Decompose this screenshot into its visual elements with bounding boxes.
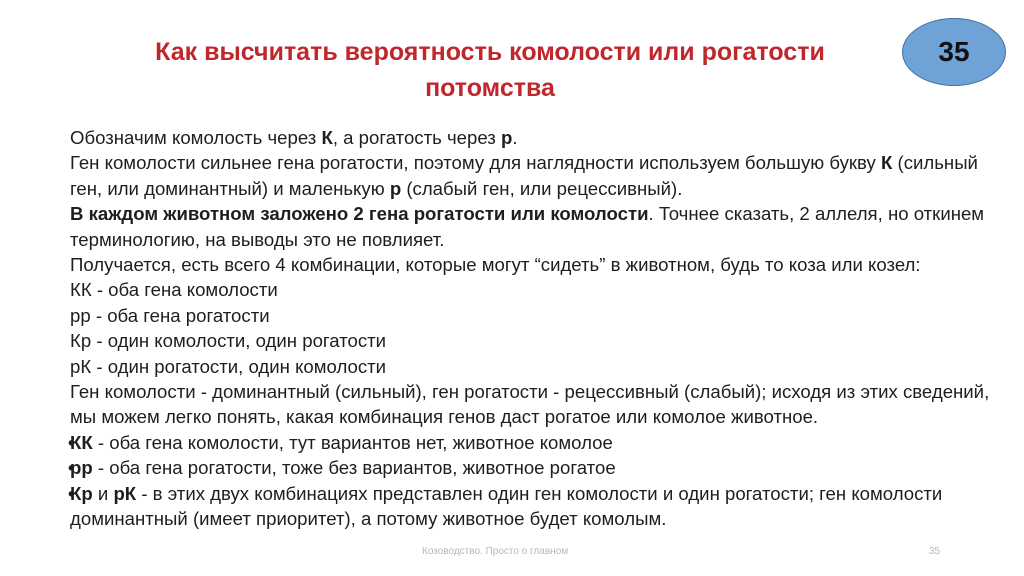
slide-body xyxy=(70,125,990,532)
bold-run: р xyxy=(389,177,402,199)
footer-caption: Козоводство. Просто о главном xyxy=(422,546,569,557)
text-run: - оба гена рогатости, тоже без вариантов, животное рогатое xyxy=(92,457,616,479)
paragraph-conclusion-intro: Ген комолости - доминантный (сильный), ген рогатости - рецессивный (слабый); исходя из этих сведений, мы можем легко понять, какая комбинация генов даст рогатое или комолое животное. xyxy=(70,381,990,428)
text-run: Ген комолости сильнее гена рогатости, поэтому для наглядности используем большую букву xyxy=(70,152,881,174)
slide-number-badge xyxy=(902,18,1006,86)
bold-run: В каждом животном заложено 2 гена рогатости или комолости xyxy=(70,203,649,225)
slide-title-line-2: потомства xyxy=(425,74,555,102)
text-run: . Точнее сказать, 2 аллеля, но откинем терминологию, на выводы это не повлияет. xyxy=(70,203,985,250)
slide-footer xyxy=(360,546,980,560)
footer-page-number: 35 xyxy=(928,546,940,557)
bullet-rr xyxy=(70,455,990,480)
bold-run: К xyxy=(880,152,893,174)
bold-run: рК xyxy=(113,482,137,504)
bold-run: КК xyxy=(70,431,93,453)
text-run: . xyxy=(512,127,518,148)
combo-kk: КК - оба гена комолости xyxy=(70,279,278,301)
text-run: Обозначим комолость через xyxy=(70,127,322,148)
slide-title xyxy=(70,34,910,106)
bold-run: р xyxy=(500,127,513,148)
paragraph-two-genes xyxy=(70,201,990,252)
text-run: - в этих двух комбинациях представлен один ген комолости и один рогатости; ген комолости доминантный (имеет приоритет), а потому животное будет комолым. xyxy=(70,482,943,530)
text-run: и xyxy=(92,482,114,504)
combo-kr: Кр - один комолости, один рогатости xyxy=(70,330,387,352)
combo-rr: рр - оба гена рогатости xyxy=(70,304,270,326)
slide-title-line-1: Как высчитать вероятность комолости или рогатости xyxy=(155,38,825,66)
paragraph-notation xyxy=(70,125,990,150)
text-run: , а рогатость через xyxy=(332,127,501,148)
slide-number-badge-text: 35 xyxy=(938,36,970,67)
paragraph-dominance xyxy=(70,150,990,201)
bold-run: К xyxy=(321,127,333,148)
bold-run: рр xyxy=(70,457,93,479)
text-run: (сильный ген, или доминантный) и маленькую xyxy=(70,152,978,199)
bold-run: Кр xyxy=(70,482,93,504)
text-run: - оба гена комолости, тут вариантов нет, животное комолое xyxy=(92,431,613,453)
combo-rk: рК - один рогатости, один комолости xyxy=(70,355,387,377)
text-run: (слабый ген, или рецессивный). xyxy=(401,177,683,199)
bullet-kk xyxy=(70,430,990,455)
bullet-kr-rk xyxy=(70,481,990,532)
paragraph-combinations-intro: Получается, есть всего 4 комбинации, которые могут “сидеть” в животном, будь то коза или козел: xyxy=(70,254,921,276)
